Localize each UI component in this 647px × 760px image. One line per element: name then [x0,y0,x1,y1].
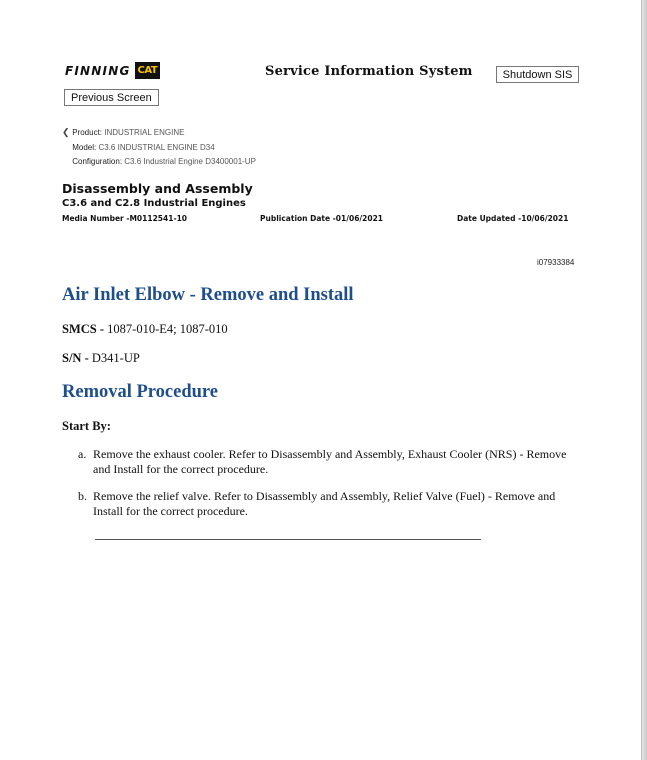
sn-label: S/N - [62,351,89,365]
document-title: Disassembly and Assembly [62,181,253,196]
product-info [62,125,256,170]
smcs-label: SMCS - [62,322,105,336]
step-text: Remove the relief valve. Refer to Disassembly and Assembly, Relief Valve (Fuel) - Remove and Install for the correct procedure. [93,489,556,518]
configuration-row [62,155,256,170]
list-item [78,489,568,519]
divider [95,539,481,540]
smcs-value: 1087-010-E4; 1087-010 [104,322,228,336]
product-row[interactable] [62,125,256,141]
start-by-label: Start By: [62,419,111,433]
list-item [78,447,568,477]
page-title: Air Inlet Elbow - Remove and Install [62,285,354,305]
product-label: Product: [72,128,103,137]
model-row [62,141,256,156]
step-text: Remove the exhaust cooler. Refer to Disassembly and Assembly, Exhaust Cooler (NRS) - Remove and Install for the correct procedure. [93,447,567,476]
shutdown-sis-button[interactable]: Shutdown SIS [496,66,579,83]
cat-logo-badge: CAT [135,62,161,79]
publication-date: Publication Date -01/06/2021 [260,214,384,223]
system-title: Service Information System [265,64,473,79]
document-id: i07933384 [537,258,575,267]
configuration-value: C3.6 Industrial Engine D3400001-UP [124,157,256,166]
product-value: INDUSTRIAL ENGINE [104,128,185,137]
document-subtitle: C3.6 and C2.8 Industrial Engines [62,198,246,209]
media-number: Media Number -M0112541-10 [62,214,188,223]
model-label: Model: [72,142,97,152]
configuration-label: Configuration: [72,157,123,166]
finning-cat-logo [65,62,160,79]
model-value: C3.6 INDUSTRIAL ENGINE D34 [98,142,215,152]
logo-text: FINNING [65,63,131,78]
section-heading: Removal Procedure [62,382,219,402]
serial-number-line [62,351,140,366]
chevron-left-icon[interactable]: ❮ [62,127,70,137]
step-marker: a. [78,447,87,461]
previous-screen-button[interactable]: Previous Screen [64,89,159,106]
page-edge-scrollbar[interactable] [642,0,647,760]
step-marker: b. [78,489,87,503]
date-updated: Date Updated -10/06/2021 [457,214,569,223]
sn-value: D341-UP [88,351,140,365]
step-list [78,447,568,531]
smcs-line [62,322,228,337]
